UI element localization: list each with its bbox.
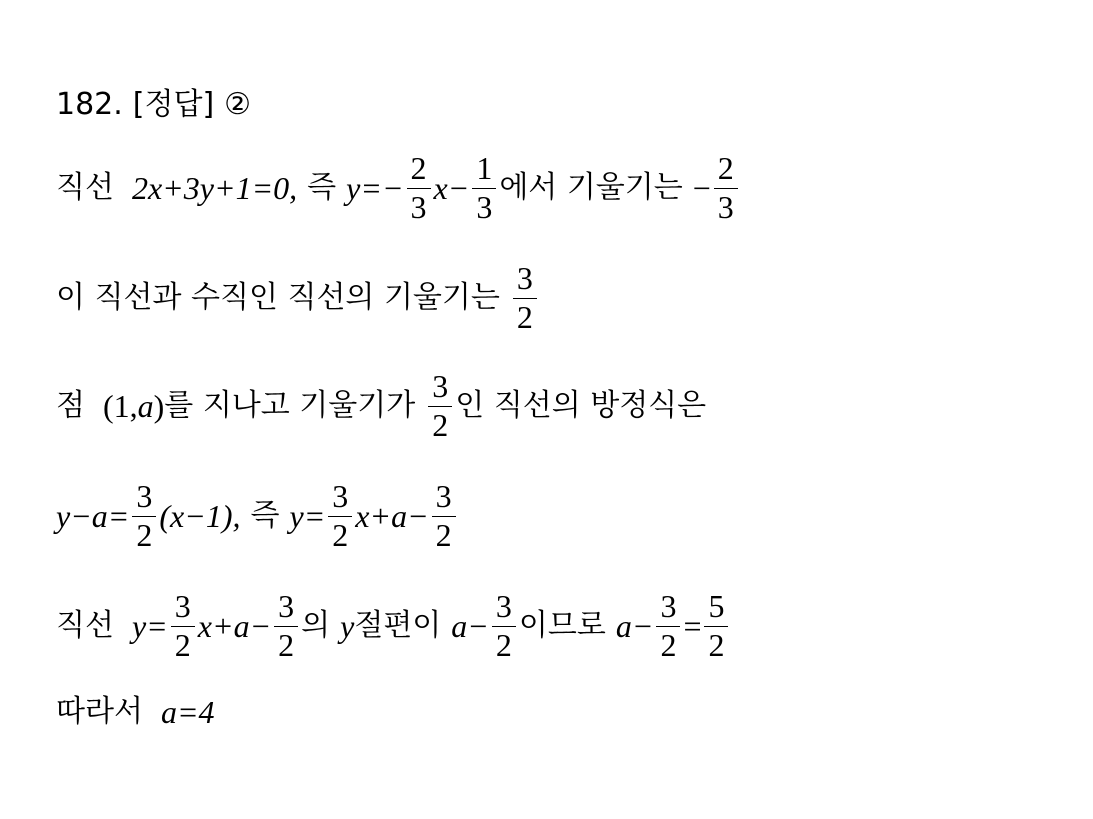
final-result: a=4 [160,694,215,730]
fraction-numerator: 3 [278,588,295,624]
fraction-denominator: 2 [132,516,156,553]
fraction-five-halves [704,590,728,662]
word-jeom: 점 [56,388,85,424]
fraction-three-halves [492,590,516,662]
fraction-three-halves [513,262,537,334]
word-imeuro: 이므로 [518,608,606,644]
fraction-two-thirds [407,152,431,224]
fraction-three-halves [428,370,452,442]
word-passing-slope: 를 지나고 기울기가 [164,388,416,424]
line-equation: 2x+3y+1=0, [131,170,298,207]
solution-line-3 [56,370,706,442]
fraction-three-halves [132,480,156,552]
fraction-numerator: 2 [717,150,734,186]
fraction-denominator: 3 [472,188,496,225]
fraction-denominator: 2 [328,516,352,553]
fraction-numerator: 3 [332,478,349,514]
fraction-two-thirds-slope [714,152,738,224]
fraction-denominator: 2 [492,626,516,663]
fraction-numerator: 3 [435,478,452,514]
problem-number: 182. [56,87,123,122]
fraction-denominator: 2 [704,626,728,663]
fraction-one-third [472,152,496,224]
fraction-denominator: 2 [171,626,195,663]
word-jikseon: 직선 [56,608,114,644]
fraction-numerator: 3 [516,260,533,296]
fraction-three-halves [274,590,298,662]
x-minus-one: (x−1), [159,498,241,535]
fraction-denominator: 2 [428,406,452,443]
word-eseo-slope: 에서 기울기는 [499,170,683,206]
solution-line-5 [56,590,731,662]
answer-label: [정답] [132,87,215,122]
solution-line-4 [56,480,459,552]
fraction-numerator: 5 [708,588,725,624]
point-a: a [137,388,154,425]
a-minus: a− [451,608,489,645]
fraction-three-halves [171,590,195,662]
solution-line-2 [56,262,540,334]
fraction-denominator: 2 [513,298,537,335]
word-line-equation: 인 직선의 방정식은 [455,388,707,424]
fraction-numerator: 2 [410,150,427,186]
y-equals: y= [131,608,168,645]
y-variable: y [340,608,355,645]
point-close: ) [153,388,165,425]
fraction-numerator: 3 [174,588,191,624]
fraction-denominator: 3 [714,188,738,225]
solution-line-1 [56,152,741,224]
fraction-numerator: 1 [476,150,493,186]
fraction-denominator: 2 [432,516,456,553]
fraction-three-halves [328,480,352,552]
fraction-numerator: 3 [660,588,677,624]
solution-line-6 [56,696,215,728]
x-minus: x− [433,170,470,207]
fraction-denominator: 3 [407,188,431,225]
fraction-numerator: 3 [432,368,449,404]
fraction-denominator: 2 [274,626,298,663]
fraction-numerator: 3 [136,478,153,514]
y-equals-minus: y=− [346,170,404,207]
fraction-three-halves [656,590,680,662]
fraction-numerator: 3 [495,588,512,624]
x-plus-a-minus: x+a− [197,608,272,645]
fraction-denominator: 2 [656,626,680,663]
a-minus-2: a− [615,608,654,645]
point-open: (1, [102,388,138,425]
minus-sign: − [692,170,711,207]
word-jikseon: 직선 [56,170,114,206]
word-jeuk: 즉 [307,170,337,206]
perpendicular-slope-text: 이 직선과 수직인 직선의 기울기는 [56,280,500,316]
x-plus-a-minus: x+a− [355,498,429,535]
answer-value: ② [224,87,252,122]
y-equals: y= [289,498,326,535]
equals-sign: = [683,608,702,645]
word-ttaraseo: 따라서 [56,694,143,729]
y-minus-a-equals: y−a= [56,498,130,535]
word-jeuk: 즉 [250,498,280,534]
problem-header [56,87,252,122]
fraction-three-halves [432,480,456,552]
word-ui: 의 [301,608,331,644]
word-intercept: 절편이 [354,608,442,644]
